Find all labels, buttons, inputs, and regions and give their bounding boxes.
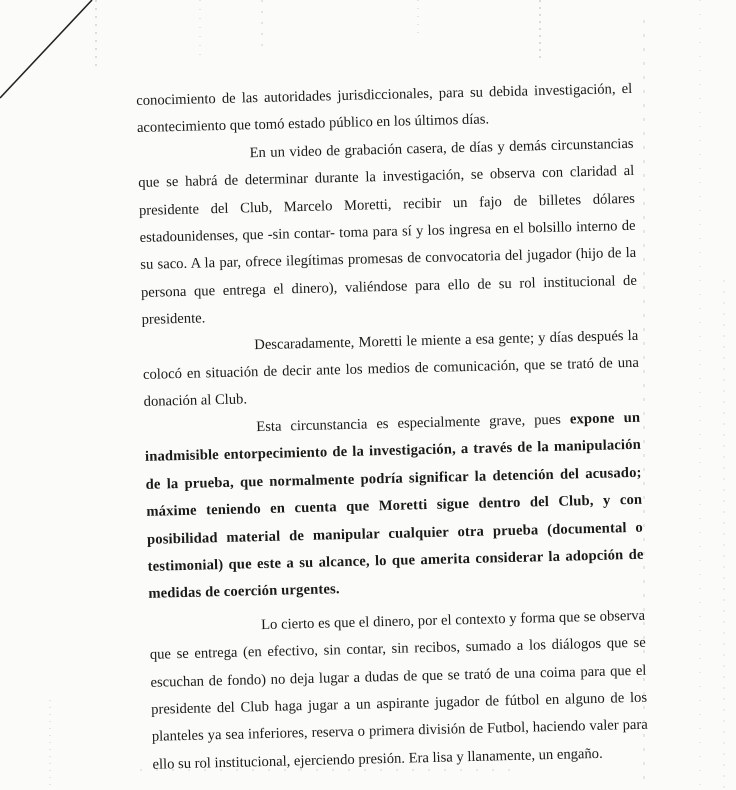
- paragraph-4-bold: expone un inadmisible entorpecimiento de la investigación, a través de la manipulación de la prueba, que normalmente podría significar la detención del acusado; máxime teniendo en cuenta que Moretti sigue dentro del Club, y con posibilidad material de manipular cualquier otra prueba (documental o testimonial) que este a su alcance, lo que amerita considerar la adopción de medidas de coerción urgentes.: [144, 409, 644, 603]
- paragraph-5: Lo cierto es que el dinero, por el contexto y forma que se observa que se entrega (en efectivo, sin contar, sin recibos, sumado a los diálogos que se escuchan de fondo) no deja lugar a dudas de que se trató de una coima para que el presidente del Club haga jugar a un aspirante jugador de fútbol en alguno de los planteles ya sea inferiores, reserva o primera división de Futbol, haciendo valer para ello su rol institucional, ejerciendo presión. Era lisa y llanamente, un engaño.: [149, 607, 648, 773]
- fold-line: [0, 0, 92, 98]
- paragraph-4: [144, 405, 645, 609]
- paragraph-3: Descaradamente, Moretti le miente a esa gente; y días después la colocó en situación de decir ante los medios de comunicación, que se trató de una donación al Club.: [142, 327, 640, 411]
- paragraph-2: En un video de grabación casera, de días y demás circunstancias que se habrá de determinar durante la investigación, se observa con claridad al presidente del Club, Marcelo Moretti, recibir un fajo de billetes dólares estadounidenses, que -sin contar- toma para sí y los ingresa en el bolsillo interno de su saco. A la par, ofrece ilegítimas promesas de convocatoria del jugador (hijo de la persona que entrega el dinero), valiéndose para ello de su rol institucional de presidente.: [138, 135, 638, 329]
- document-page: [136, 76, 649, 779]
- paragraph-4-lead: Esta circunstancia es especialmente grave, pues: [256, 411, 571, 436]
- paragraph-1: conocimiento de las autoridades jurisdiccionales, para su debida investigación, el acontecimiento que tomó estado público en los últimos días.: [136, 80, 633, 137]
